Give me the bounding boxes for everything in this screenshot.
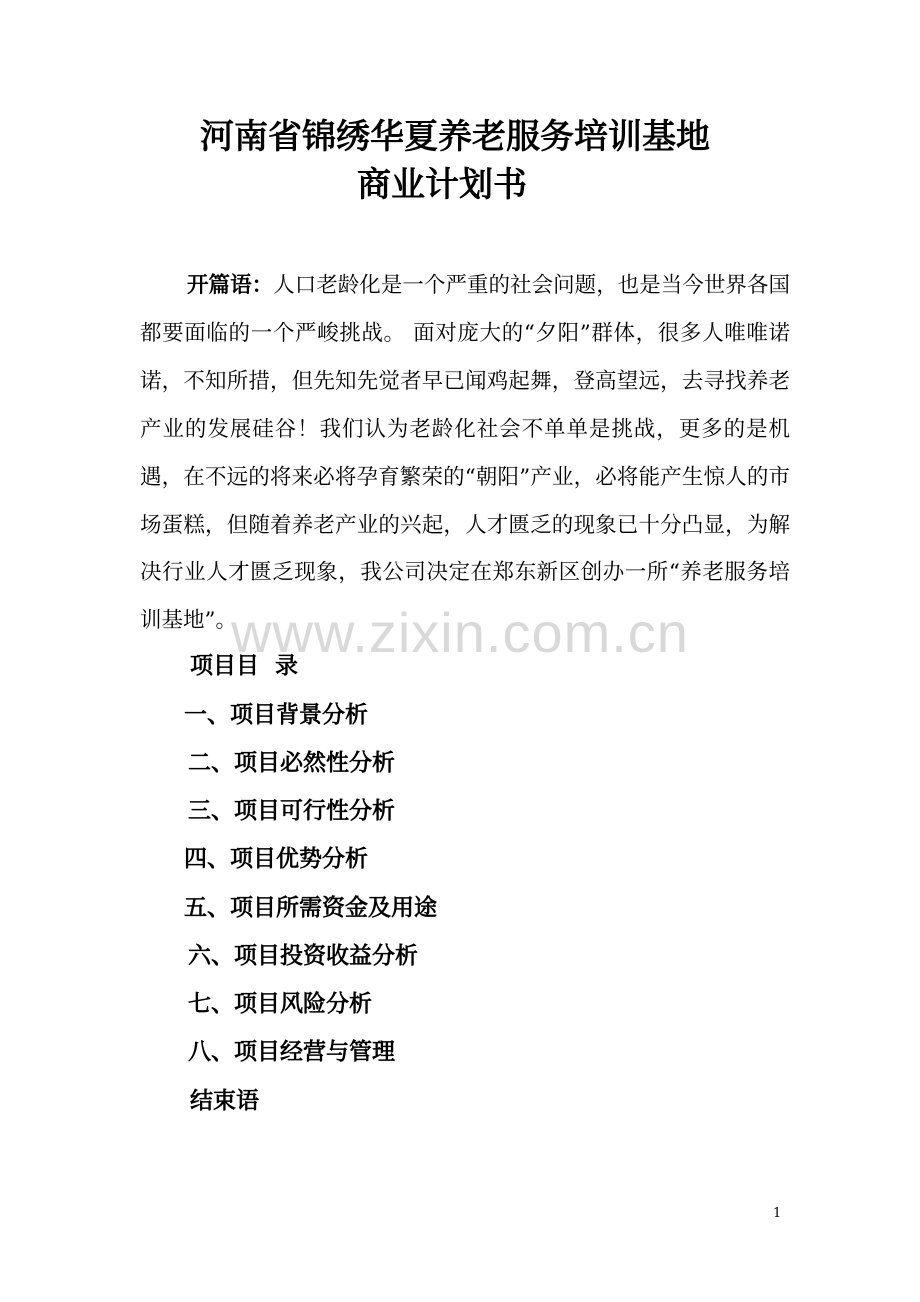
watermark: www.zixin.com.cn — [231, 601, 689, 664]
toc-item-1: 一、项目背景分析 — [184, 702, 368, 728]
toc-heading: 项目目 录 — [190, 653, 299, 679]
toc-item-5: 五、项目所需资金及用途 — [184, 895, 437, 921]
toc-item-8: 八、项目经营与管理 — [188, 1039, 395, 1065]
toc-item-2: 二、项目必然性分析 — [188, 750, 395, 776]
toc-item-7: 七、项目风险分析 — [188, 991, 372, 1017]
document-subtitle: 商业计划书 — [357, 165, 527, 205]
toc-item-9: 结束语 — [190, 1088, 259, 1114]
page-number: 1 — [773, 1206, 782, 1221]
toc-item-4: 四、项目优势分析 — [184, 846, 368, 872]
toc-item-6: 六、项目投资收益分析 — [188, 943, 418, 969]
intro-paragraph — [140, 262, 790, 645]
intro-lead: 开篇语： — [187, 273, 274, 298]
toc-item-3: 三、项目可行性分析 — [188, 798, 395, 824]
document-title: 河南省锦绣华夏养老服务培训基地 — [200, 117, 710, 157]
intro-text: 人口老龄化是一个严重的社会问题，也是当今世界各国都要面临的一个严峻挑战。 面对庞大的“夕阳”群体，很多人唯唯诺诺，不知所措，但先知先觉者早已闻鸡起舞，登高望远，去寻找养老产业的发展硅谷！我们认为老龄化社会不单单是挑战，更多的是机遇，在不远的将来必将孕育繁荣的“朝阳”产业，必将能产生惊人的市场蛋糕，但随着养老产业的兴起，人才匮乏的现象已十分凸显，为解决行业人才匮乏现象，我公司决定在郑东新区创办一所“养老服务培训基地”。 — [140, 273, 790, 634]
